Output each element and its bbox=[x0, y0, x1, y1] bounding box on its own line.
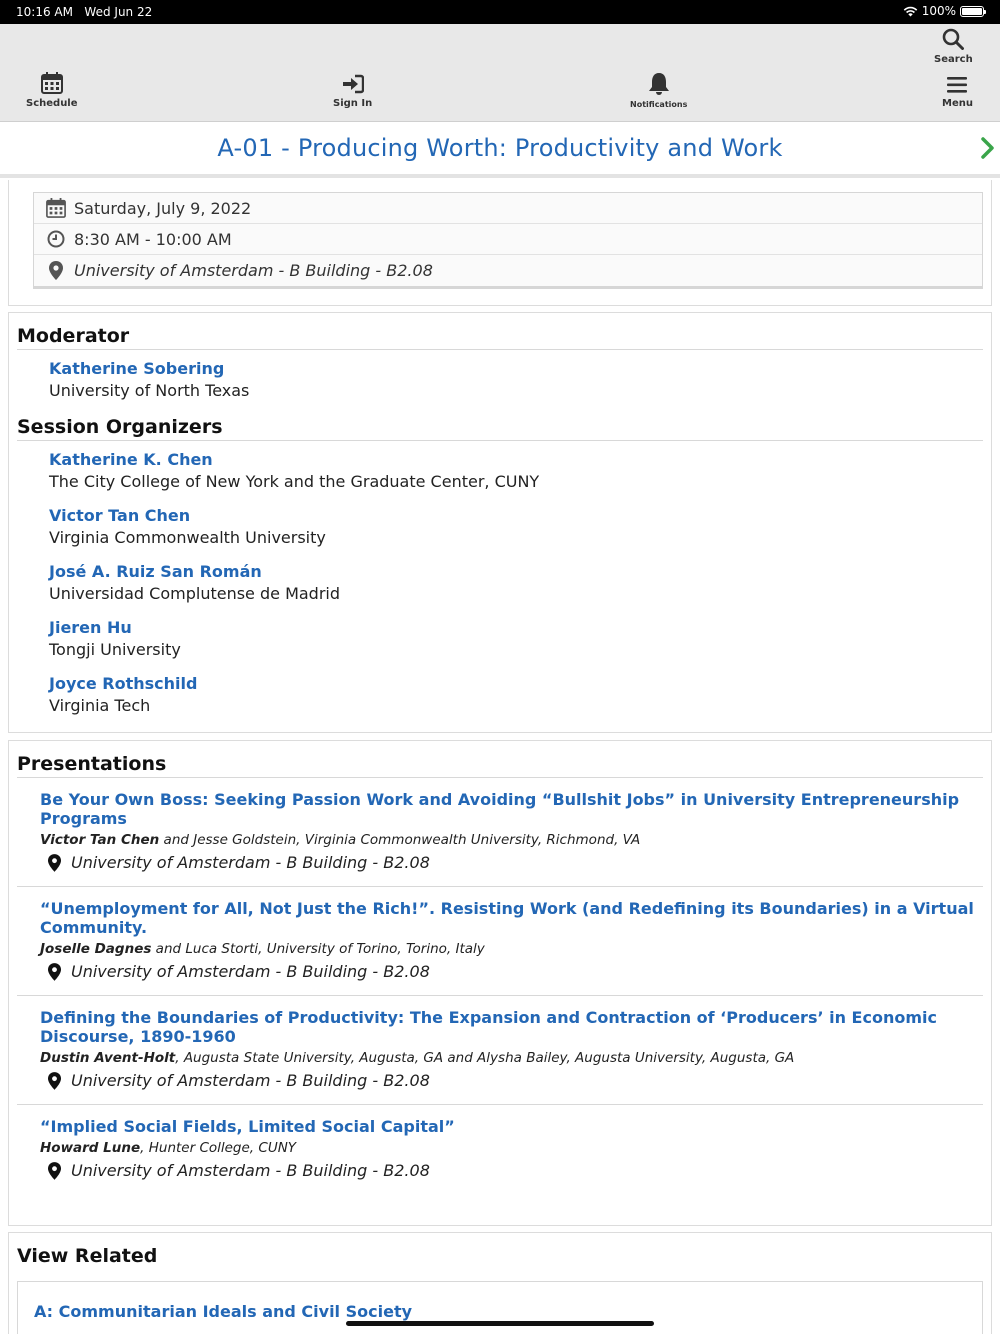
map-pin-icon bbox=[48, 854, 61, 872]
presentation-title-link[interactable]: “Unemployment for All, Not Just the Rich!”. Resisting Work (and Redefining its Boundaries) in a Virtual Community. bbox=[40, 899, 974, 937]
organizer-person bbox=[9, 561, 991, 605]
presentation-location-text: University of Amsterdam - B Building - B2.08 bbox=[71, 962, 430, 981]
presenter-name[interactable]: Dustin Avent-Holt bbox=[40, 1050, 176, 1066]
presentation-location-text: University of Amsterdam - B Building - B2.08 bbox=[71, 853, 430, 872]
person-name-link[interactable]: José A. Ruiz San Román bbox=[49, 562, 262, 581]
top-toolbar bbox=[0, 24, 1000, 122]
presentation-location-text: University of Amsterdam - B Building - B2.08 bbox=[71, 1071, 430, 1090]
session-time: 8:30 AM - 10:00 AM bbox=[74, 229, 232, 249]
presenter-name[interactable]: Victor Tan Chen bbox=[40, 832, 160, 848]
calendar-icon bbox=[41, 72, 63, 94]
sign-in-button[interactable] bbox=[333, 74, 372, 109]
person-affiliation: Virginia Tech bbox=[49, 696, 151, 715]
map-pin-icon bbox=[49, 261, 63, 280]
people-card bbox=[8, 312, 992, 733]
wifi-icon bbox=[903, 6, 918, 17]
session-date: Saturday, July 9, 2022 bbox=[74, 198, 252, 218]
menu-label: Menu bbox=[942, 98, 973, 109]
session-location: University of Amsterdam - B Building - B2.08 bbox=[74, 261, 433, 280]
notifications-button[interactable] bbox=[630, 72, 687, 109]
authors-rest: , Hunter College, CUNY bbox=[140, 1140, 297, 1156]
organizer-person bbox=[9, 505, 991, 549]
location-row bbox=[34, 255, 982, 286]
session-info-table bbox=[33, 192, 983, 289]
time-row bbox=[34, 224, 982, 255]
person-name-link[interactable]: Jieren Hu bbox=[49, 618, 132, 637]
chevron-right-icon[interactable] bbox=[980, 136, 996, 160]
organizer-person bbox=[9, 449, 991, 493]
presentation-title-link[interactable]: “Implied Social Fields, Limited Social Capital” bbox=[40, 1117, 455, 1136]
page-title: A-01 - Producing Worth: Productivity and Work bbox=[217, 134, 783, 162]
search-icon bbox=[942, 28, 964, 50]
person-affiliation: The City College of New York and the Graduate Center, CUNY bbox=[49, 472, 540, 491]
presentation-item bbox=[17, 996, 983, 1105]
menu-button[interactable] bbox=[942, 76, 973, 109]
related-item bbox=[17, 1281, 983, 1334]
search-button[interactable] bbox=[934, 28, 973, 65]
search-label: Search bbox=[934, 54, 973, 65]
status-time: 10:16 AM Wed Jun 22 bbox=[16, 5, 153, 19]
presentation-location bbox=[40, 962, 983, 981]
person-name-link[interactable]: Victor Tan Chen bbox=[49, 506, 191, 525]
notifications-label: Notifications bbox=[630, 100, 688, 109]
organizer-person bbox=[9, 617, 991, 661]
map-pin-icon bbox=[48, 1162, 61, 1180]
person-name-link[interactable]: Joyce Rothschild bbox=[49, 674, 198, 693]
presenter-name[interactable]: Joselle Dagnes bbox=[40, 941, 152, 957]
person-name-link[interactable]: Katherine Sobering bbox=[49, 359, 225, 378]
person-affiliation: Tongji University bbox=[49, 640, 181, 659]
schedule-label: Schedule bbox=[26, 98, 78, 109]
presentation-item bbox=[17, 1105, 983, 1194]
presentation-location bbox=[40, 853, 983, 872]
date-row bbox=[34, 193, 982, 224]
moderator-heading: Moderator bbox=[17, 313, 983, 350]
organizers-heading: Session Organizers bbox=[17, 404, 983, 441]
authors-rest: , Augusta State University, Augusta, GA and Alysha Bailey, Augusta University, Augusta, GA bbox=[175, 1050, 795, 1066]
person-affiliation: Virginia Commonwealth University bbox=[49, 528, 326, 547]
authors-rest: and Jesse Goldstein, Virginia Commonwealth University, Richmond, VA bbox=[159, 832, 641, 848]
presentation-title-link[interactable]: Defining the Boundaries of Productivity: The Expansion and Contraction of ‘Producers’ in Economic Discourse, 1890-1960 bbox=[40, 1008, 937, 1046]
home-indicator[interactable] bbox=[346, 1321, 654, 1326]
presenter-name[interactable]: Howard Lune bbox=[40, 1140, 141, 1156]
presentation-item bbox=[17, 887, 983, 996]
clock-icon bbox=[47, 230, 65, 248]
battery-percent: 100% bbox=[921, 4, 956, 18]
hamburger-menu-icon bbox=[947, 76, 967, 94]
map-pin-icon bbox=[48, 1072, 61, 1090]
presentation-location bbox=[40, 1161, 983, 1180]
session-title-bar bbox=[0, 122, 1000, 178]
presentation-title-link[interactable]: Be Your Own Boss: Seeking Passion Work and Avoiding “Bullshit Jobs” in University Entrepreneurship Programs bbox=[40, 790, 960, 828]
session-details-card bbox=[8, 180, 992, 306]
view-related-card bbox=[8, 1232, 992, 1334]
presentation-location bbox=[40, 1071, 983, 1090]
bell-icon bbox=[648, 72, 670, 96]
authors-rest: and Luca Storti, University of Torino, Torino, Italy bbox=[151, 941, 485, 957]
map-pin-icon bbox=[48, 963, 61, 981]
presentations-card bbox=[8, 740, 992, 1226]
presentation-authors bbox=[40, 940, 983, 958]
presentation-authors bbox=[40, 1139, 983, 1157]
calendar-icon bbox=[46, 198, 66, 218]
presentations-heading: Presentations bbox=[17, 741, 983, 778]
person-affiliation: Universidad Complutense de Madrid bbox=[49, 584, 341, 603]
battery-icon bbox=[960, 6, 984, 17]
presentation-authors bbox=[40, 831, 983, 849]
moderator-person bbox=[9, 358, 991, 402]
sign-in-label: Sign In bbox=[333, 98, 373, 109]
person-name-link[interactable]: Katherine K. Chen bbox=[49, 450, 213, 469]
organizer-person bbox=[9, 673, 991, 717]
related-link[interactable]: A: Communitarian Ideals and Civil Society bbox=[34, 1302, 413, 1321]
status-bar bbox=[0, 0, 1000, 24]
sign-in-icon bbox=[342, 74, 364, 94]
person-affiliation: University of North Texas bbox=[49, 381, 250, 400]
presentation-authors bbox=[40, 1049, 983, 1067]
view-related-heading: View Related bbox=[17, 1245, 158, 1267]
presentation-item bbox=[17, 778, 983, 887]
presentation-location-text: University of Amsterdam - B Building - B2.08 bbox=[71, 1161, 430, 1180]
schedule-button[interactable] bbox=[26, 72, 78, 109]
